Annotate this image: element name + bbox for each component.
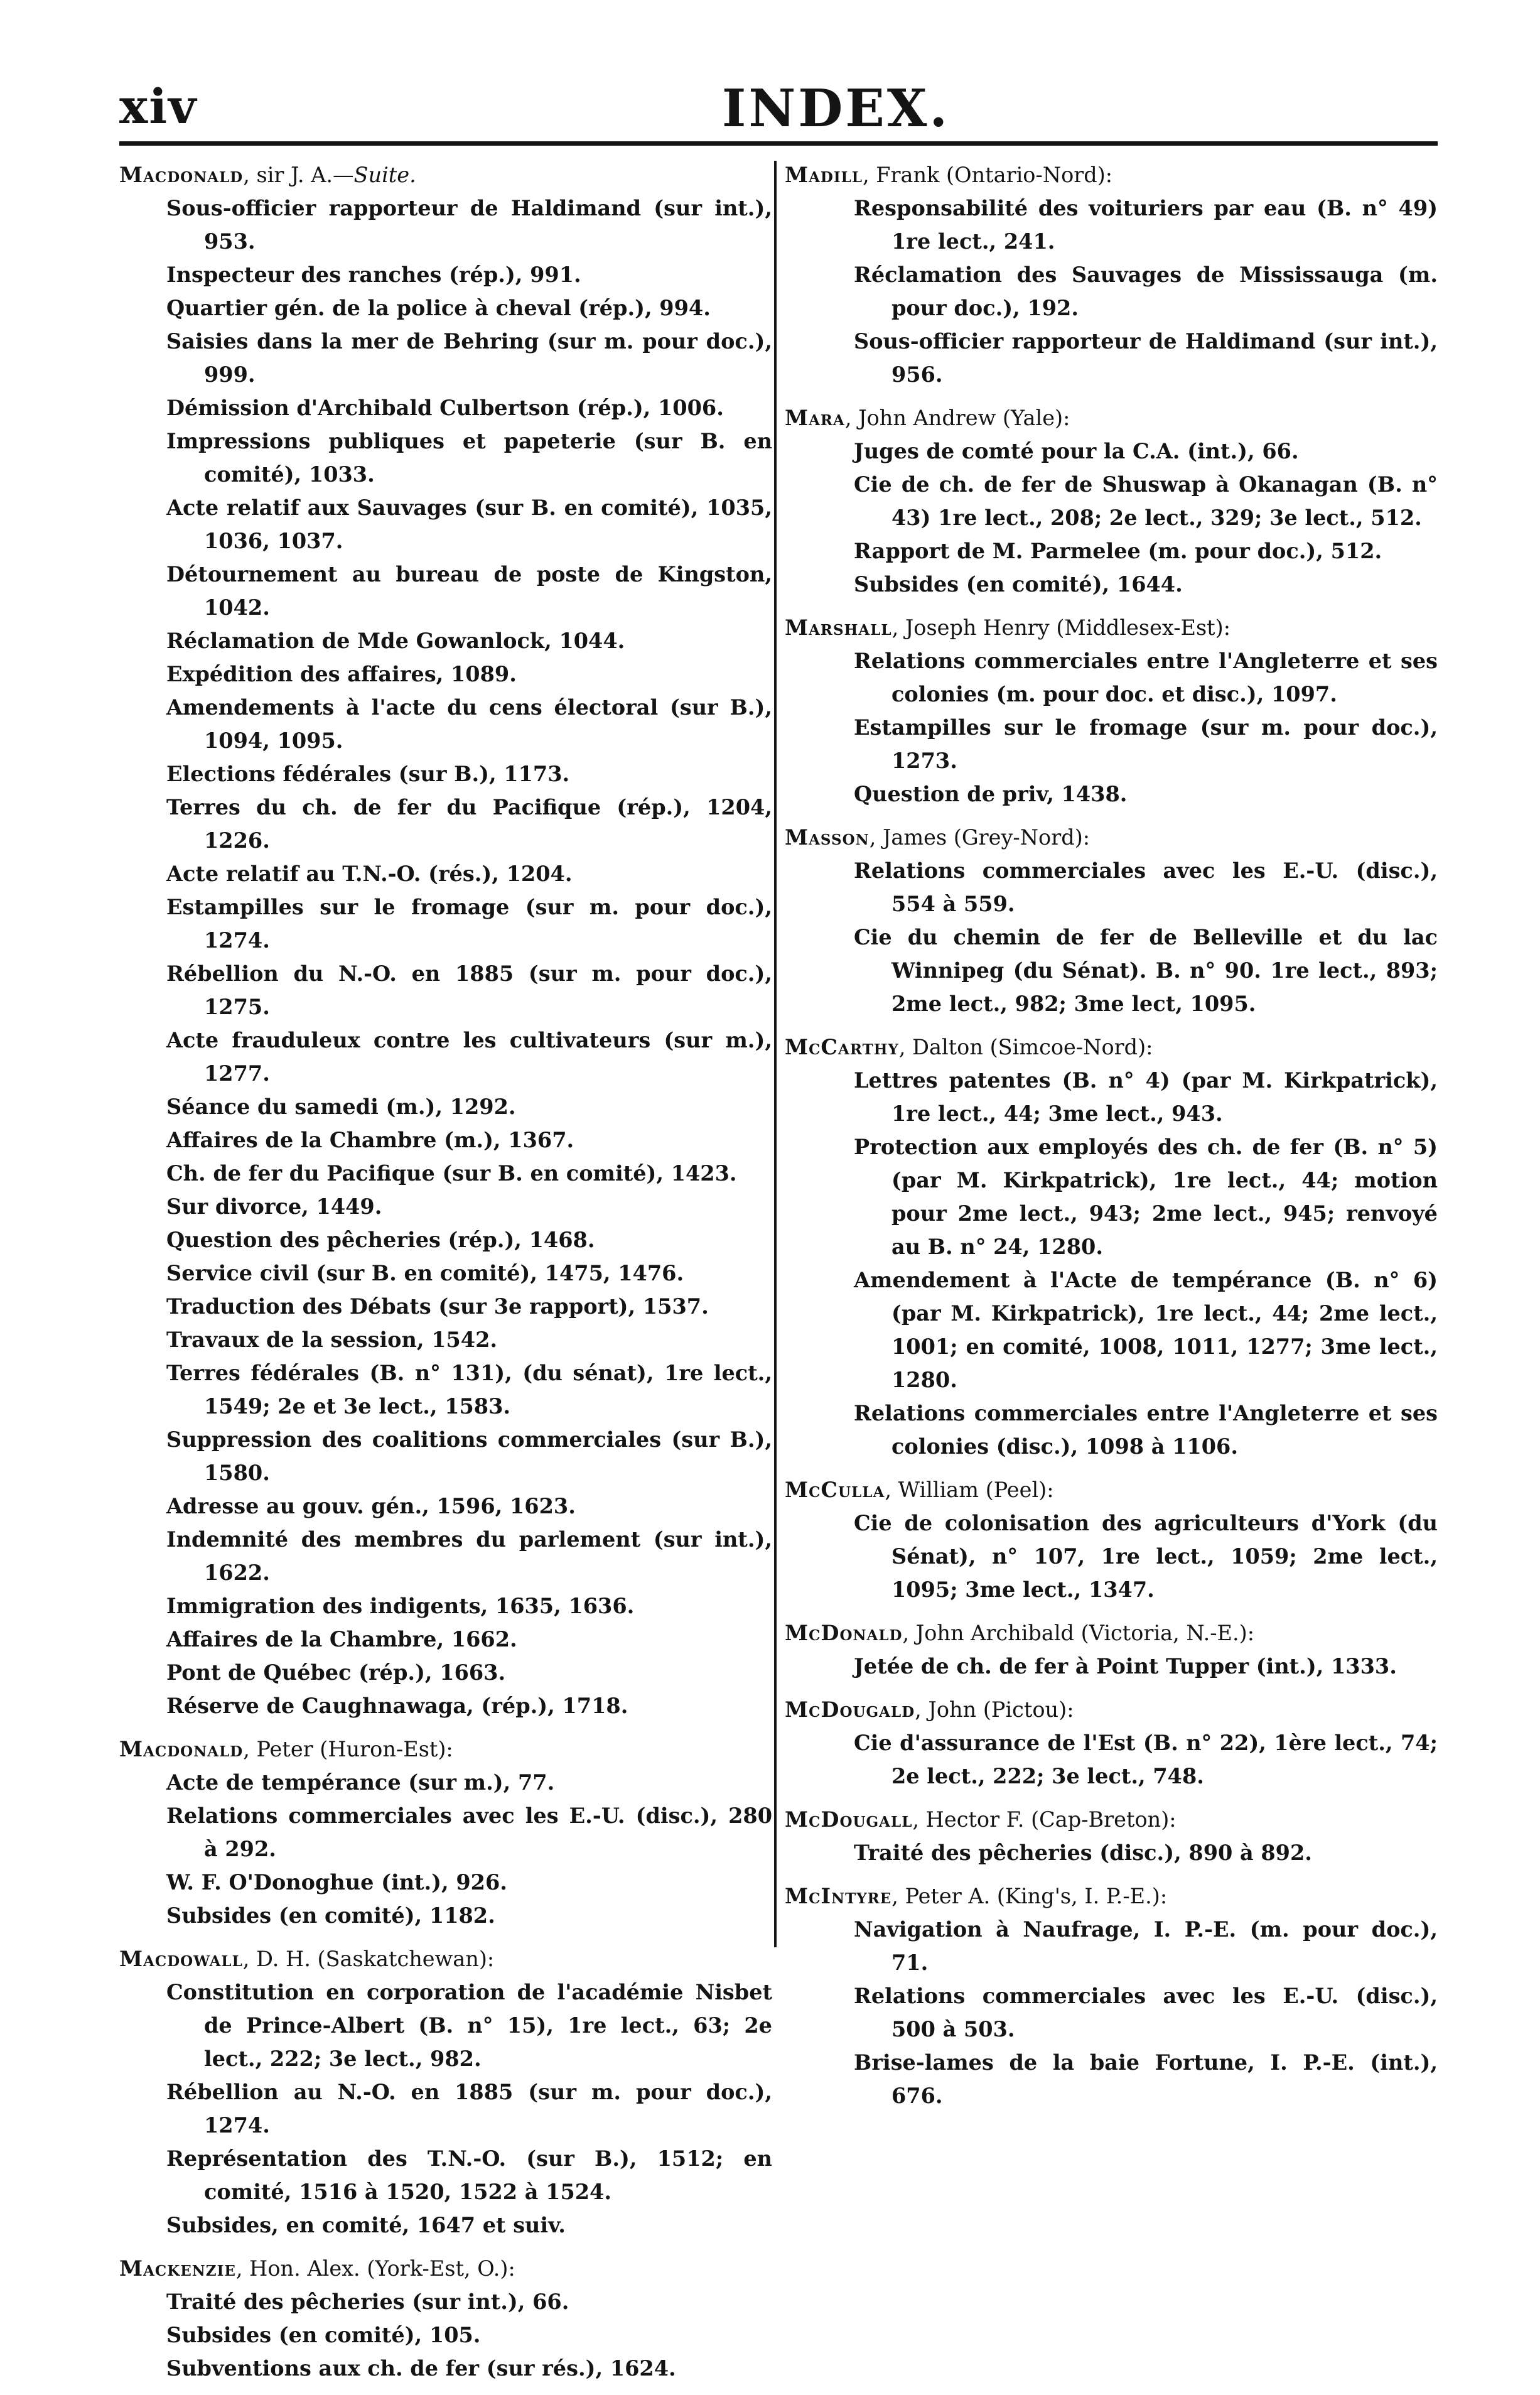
column-divider — [774, 161, 777, 1947]
entry-subitem: Navigation à Naufrage, I. P.-E. (m. pour doc.), 71. — [854, 1917, 1438, 1975]
entry-subitem: Sous-officier rapporteur de Haldimand (sur int.), 956. — [854, 329, 1438, 387]
entry-subitem: Expédition des affaires, 1089. — [166, 662, 517, 686]
member-details: , John Archibald (Victoria, N.-E.): — [902, 1621, 1255, 1645]
entry-subitem: Traduction des Débats (sur 3e rapport), 1537. — [166, 1294, 709, 1319]
entry-subitem: Acte frauduleux contre les cultivateurs (sur m.), 1277. — [166, 1028, 772, 1086]
entry-subitem: Affaires de la Chambre, 1662. — [166, 1627, 517, 1652]
index-entry — [785, 1879, 1438, 2112]
entry-subitem: Question de priv, 1438. — [854, 782, 1128, 806]
entry-heading — [785, 158, 1438, 192]
member-details: , Hector F. (Cap-Breton): — [912, 1807, 1177, 1832]
entry-subitem: Ch. de fer du Pacifique (sur B. en comité), 1423. — [166, 1161, 737, 1186]
entry-subitem: Cie de ch. de fer de Shuswap à Okanagan (B. n° 43) 1re lect., 208; 2e lect., 329; 3e lect., 512. — [854, 472, 1438, 530]
member-details: , sir J. A.— — [243, 163, 354, 187]
entry-subitem: Affaires de la Chambre (m.), 1367. — [166, 1128, 574, 1152]
member-name: McCulla — [785, 1478, 885, 1502]
member-name: McDougald — [785, 1697, 915, 1722]
entry-subitem: Subventions aux ch. de fer (sur rés.), 1624. — [166, 2356, 676, 2381]
entry-subitem: Réclamation de Mde Gowanlock, 1044. — [166, 629, 625, 653]
entry-heading — [785, 1693, 1438, 1726]
member-name: Madill — [785, 163, 863, 187]
member-name: Macdonald — [119, 163, 244, 187]
member-details: , Peter A. (King's, I. P.-E.): — [891, 1884, 1168, 1908]
continuation-note: Suite. — [353, 163, 416, 187]
index-entry — [119, 1942, 772, 2242]
entry-subitem: Adresse au gouv. gén., 1596, 1623. — [166, 1494, 576, 1518]
right-column — [785, 158, 1438, 2122]
entry-subitem: Responsabilité des voituriers par eau (B. n° 49) 1re lect., 241. — [854, 196, 1438, 254]
entry-subitem: Cie du chemin de fer de Belleville et du lac Winnipeg (du Sénat). B. n° 90. 1re lect., 893; 2me lect., 982; 3me lect, 1095. — [854, 925, 1438, 1016]
index-entry — [785, 401, 1438, 601]
entry-subitem: Estampilles sur le fromage (sur m. pour doc.), 1274. — [166, 895, 772, 953]
member-details: , Joseph Henry (Middlesex-Est): — [891, 615, 1230, 640]
index-entry — [785, 158, 1438, 391]
entry-subitem: Relations commerciales entre l'Angleterre et ses colonies (m. pour doc. et disc.), 1097. — [854, 649, 1438, 706]
entry-subitem: Relations commerciales avec les E.-U. (disc.), 554 à 559. — [854, 858, 1438, 916]
entry-heading — [785, 1473, 1438, 1506]
entry-heading — [785, 611, 1438, 644]
member-details: , D. H. (Saskatchewan): — [242, 1947, 495, 1971]
member-details: , William (Peel): — [885, 1478, 1054, 1502]
entry-subitem: Quartier gén. de la police à cheval (rép.), 994. — [166, 296, 711, 320]
entry-subitem: Relations commerciales avec les E.-U. (disc.), 280 à 292. — [166, 1803, 772, 1861]
entry-subitem: Rapport de M. Parmelee (m. pour doc.), 512. — [854, 539, 1382, 563]
entry-subitem: Pont de Québec (rép.), 1663. — [166, 1660, 506, 1685]
entry-subitem: Estampilles sur le fromage (sur m. pour doc.), 1273. — [854, 715, 1438, 773]
entry-subitem: Relations commerciales entre l'Angleterre et ses colonies (disc.), 1098 à 1106. — [854, 1401, 1438, 1459]
index-entry — [785, 1693, 1438, 1793]
member-details: , Dalton (Simcoe-Nord): — [898, 1035, 1153, 1059]
entry-subitem: Service civil (sur B. en comité), 1475, 1476. — [166, 1261, 684, 1285]
entry-subitem: Constitution en corporation de l'académie Nisbet de Prince-Albert (B. n° 15), 1re lect., 63; 2e lect., 222; 3e lect., 982. — [166, 1980, 772, 2071]
entry-heading — [119, 1942, 772, 1976]
entry-subitem: Sur divorce, 1449. — [166, 1194, 382, 1219]
member-name: Masson — [785, 825, 870, 850]
index-entry — [785, 1616, 1438, 1683]
entry-subitem: Amendement à l'Acte de tempérance (B. n° 6) (par M. Kirkpatrick), 1re lect., 44; 2me lect., 1001; en comité, 1008, 1011, 1277; 3me lect., 1280. — [854, 1268, 1438, 1392]
index-entry — [119, 158, 772, 1722]
member-name: Macdowall — [119, 1947, 243, 1971]
entry-subitem: Juges de comté pour la C.A. (int.), 66. — [854, 439, 1299, 463]
member-name: Mara — [785, 406, 845, 430]
member-name: Mackenzie — [119, 2256, 236, 2281]
entry-subitem: Traité des pêcheries (disc.), 890 à 892. — [854, 1841, 1312, 1865]
index-entry — [785, 611, 1438, 811]
entry-subitem: Démission d'Archibald Culbertson (rép.), 1006. — [166, 396, 724, 420]
entry-heading — [785, 1803, 1438, 1836]
index-entry — [119, 2252, 772, 2385]
member-name: McCarthy — [785, 1035, 899, 1059]
entry-heading — [785, 1030, 1438, 1064]
index-entry — [785, 1803, 1438, 1869]
header-rule — [119, 141, 1438, 146]
entry-subitem: Traité des pêcheries (sur int.), 66. — [166, 2290, 569, 2314]
entry-subitem: Impressions publiques et papeterie (sur B. en comité), 1033. — [166, 429, 772, 487]
entry-subitem: Travaux de la session, 1542. — [166, 1327, 498, 1352]
entry-subitem: Réserve de Caughnawaga, (rép.), 1718. — [166, 1694, 628, 1718]
entry-heading — [785, 821, 1438, 854]
left-column — [119, 158, 772, 2395]
entry-subitem: Lettres patentes (B. n° 4) (par M. Kirkpatrick), 1re lect., 44; 3me lect., 943. — [854, 1068, 1438, 1126]
entry-subitem: Cie de colonisation des agriculteurs d'York (du Sénat), n° 107, 1re lect., 1059; 2me lect., 1095; 3me lect., 1347. — [854, 1511, 1438, 1602]
entry-subitem: Terres du ch. de fer du Pacifique (rép.), 1204, 1226. — [166, 795, 772, 853]
page-number: xiv — [119, 78, 198, 134]
entry-subitem: Acte relatif au T.N.-O. (rés.), 1204. — [166, 862, 573, 886]
entry-subitem: Question des pêcheries (rép.), 1468. — [166, 1228, 595, 1252]
entry-subitem: Immigration des indigents, 1635, 1636. — [166, 1594, 635, 1618]
entry-subitem: Subsides (en comité), 105. — [166, 2323, 481, 2347]
entry-subitem: Indemnité des membres du parlement (sur int.), 1622. — [166, 1527, 772, 1585]
entry-subitem: Jetée de ch. de fer à Point Tupper (int.), 1333. — [854, 1654, 1397, 1679]
member-details: , John Andrew (Yale): — [844, 406, 1070, 430]
entry-subitem: Inspecteur des ranches (rép.), 991. — [166, 262, 581, 287]
entry-subitem: Subsides, en comité, 1647 et suiv. — [166, 2213, 566, 2237]
entry-heading — [785, 401, 1438, 435]
member-details: , Hon. Alex. (York-Est, O.): — [235, 2256, 515, 2281]
entry-subitem: Séance du samedi (m.), 1292. — [166, 1095, 516, 1119]
entry-subitem: Subsides (en comité), 1182. — [166, 1903, 495, 1928]
page-title: INDEX. — [722, 78, 950, 139]
member-name: McIntyre — [785, 1884, 892, 1908]
entry-heading — [119, 158, 772, 192]
member-details: , Frank (Ontario-Nord): — [862, 163, 1113, 187]
entry-subitem: Sous-officier rapporteur de Haldimand (sur int.), 953. — [166, 196, 772, 254]
entry-subitem: Protection aux employés des ch. de fer (B. n° 5) (par M. Kirkpatrick), 1re lect., 44; motion pour 2me lect., 943; 2me lect., 945; renvoyé au B. n° 24, 1280. — [854, 1135, 1438, 1259]
entry-subitem: Amendements à l'acte du cens électoral (sur B.), 1094, 1095. — [166, 695, 772, 753]
member-name: McDougall — [785, 1807, 913, 1832]
entry-subitem: Relations commerciales avec les E.-U. (disc.), 500 à 503. — [854, 1984, 1438, 2041]
member-name: Macdonald — [119, 1737, 244, 1761]
index-entry — [119, 1733, 772, 1932]
index-entry — [785, 1030, 1438, 1463]
entry-subitem: Rébellion du N.-O. en 1885 (sur m. pour doc.), 1275. — [166, 961, 772, 1019]
entry-subitem: W. F. O'Donoghue (int.), 926. — [166, 1870, 507, 1895]
entry-subitem: Acte relatif aux Sauvages (sur B. en comité), 1035, 1036, 1037. — [166, 495, 772, 553]
entry-subitem: Terres fédérales (B. n° 131), (du sénat), 1re lect., 1549; 2e et 3e lect., 1583. — [166, 1361, 772, 1419]
member-details: , James (Grey-Nord): — [869, 825, 1090, 850]
entry-subitem: Subsides (en comité), 1644. — [854, 572, 1183, 597]
entry-heading — [785, 1616, 1438, 1650]
entry-subitem: Acte de tempérance (sur m.), 77. — [166, 1770, 555, 1795]
entry-subitem: Représentation des T.N.-O. (sur B.), 1512; en comité, 1516 à 1520, 1522 à 1524. — [166, 2146, 772, 2204]
entry-subitem: Brise-lames de la baie Fortune, I. P.-E. (int.), 676. — [854, 2050, 1438, 2108]
entry-subitem: Réclamation des Sauvages de Mississauga (m. pour doc.), 192. — [854, 262, 1438, 320]
entry-subitem: Saisies dans la mer de Behring (sur m. pour doc.), 999. — [166, 329, 772, 387]
entry-heading — [119, 2252, 772, 2285]
member-details: , John (Pictou): — [915, 1697, 1074, 1722]
entry-subitem: Elections fédérales (sur B.), 1173. — [166, 762, 570, 786]
entry-subitem: Rébellion au N.-O. en 1885 (sur m. pour doc.), 1274. — [166, 2080, 772, 2138]
entry-subitem: Cie d'assurance de l'Est (B. n° 22), 1ère lect., 74; 2e lect., 222; 3e lect., 748. — [854, 1731, 1438, 1788]
index-entry — [785, 1473, 1438, 1606]
entry-heading — [119, 1733, 772, 1766]
member-details: , Peter (Huron-Est): — [243, 1737, 453, 1761]
entry-subitem: Suppression des coalitions commerciales (sur B.), 1580. — [166, 1427, 772, 1485]
member-name: Marshall — [785, 615, 892, 640]
member-name: McDonald — [785, 1621, 903, 1645]
entry-subitem: Détournement au bureau de poste de Kingston, 1042. — [166, 562, 772, 620]
entry-heading — [785, 1879, 1438, 1913]
index-entry — [785, 821, 1438, 1020]
